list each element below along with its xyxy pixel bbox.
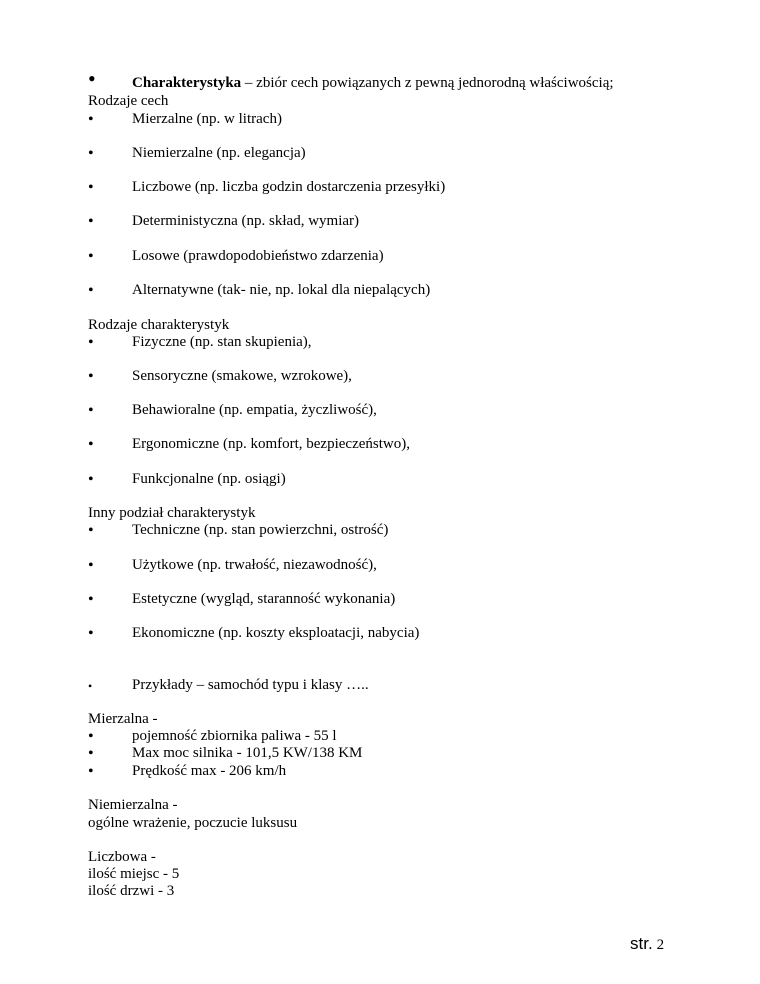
list-item-text: Fizyczne (np. stan skupienia), bbox=[132, 334, 312, 350]
liczbowa-line: ilość drzwi - 3 bbox=[88, 883, 175, 899]
list-item-text: Ekonomiczne (np. koszty eksploatacji, nabycia) bbox=[132, 625, 420, 641]
bullet-glyph: • bbox=[88, 679, 93, 693]
section-heading-podzial: Inny podział charakterystyk bbox=[88, 505, 256, 521]
mierzalna-heading: Mierzalna - bbox=[88, 711, 158, 727]
bullet-glyph: • bbox=[88, 248, 94, 265]
bullet-glyph: • bbox=[88, 471, 94, 488]
bullet-glyph: • bbox=[88, 625, 94, 642]
bullet-glyph: • bbox=[88, 763, 94, 780]
list-item-text: Prędkość max - 206 km/h bbox=[132, 763, 287, 779]
list-item-text: Techniczne (np. stan powierzchni, ostrość) bbox=[132, 522, 389, 538]
page-number: 2 bbox=[656, 937, 665, 953]
niemierzalna-heading: Niemierzalna - bbox=[88, 797, 178, 813]
list-item-text: pojemność zbiornika paliwa - 55 l bbox=[132, 728, 337, 744]
liczbowa-heading: Liczbowa - bbox=[88, 849, 156, 865]
bullet-glyph: • bbox=[88, 213, 94, 230]
page-footer bbox=[630, 934, 664, 954]
bullet-glyph: • bbox=[88, 179, 94, 196]
list-item-text: Alternatywne (tak- nie, np. lokal dla niepalących) bbox=[132, 282, 431, 298]
bullet-glyph: • bbox=[88, 66, 96, 91]
list-item-text: Ergonomiczne (np. komfort, bezpieczeństwo), bbox=[132, 436, 410, 452]
bullet-glyph: • bbox=[88, 282, 94, 299]
example-text: Przykłady – samochód typu i klasy ….. bbox=[132, 677, 369, 693]
list-item-text: Estetyczne (wygląd, staranność wykonania) bbox=[132, 591, 396, 607]
definition-term: Charakterystyka bbox=[132, 75, 242, 91]
list-item-text: Funkcjonalne (np. osiągi) bbox=[132, 471, 286, 487]
bullet-glyph: • bbox=[88, 334, 94, 351]
list-item-text: Max moc silnika - 101,5 KW/138 KM bbox=[132, 745, 363, 761]
list-item-text: Użytkowe (np. trwałość, niezawodność), bbox=[132, 557, 377, 573]
list-item-text: Sensoryczne (smakowe, wzrokowe), bbox=[132, 368, 352, 384]
list-item-text: Mierzalne (np. w litrach) bbox=[132, 111, 282, 127]
bullet-glyph: • bbox=[88, 402, 94, 419]
section-heading-cechy: Rodzaje cech bbox=[88, 93, 169, 109]
page-label: str. bbox=[630, 934, 653, 953]
section-heading-charakterystyki: Rodzaje charakterystyk bbox=[88, 317, 230, 333]
list-item-text: Niemierzalne (np. elegancja) bbox=[132, 145, 306, 161]
list-item-text: Losowe (prawdopodobieństwo zdarzenia) bbox=[132, 248, 384, 264]
bullet-glyph: • bbox=[88, 368, 94, 385]
bullet-glyph: • bbox=[88, 591, 94, 608]
definition-text: – zbiór cech powiązanych z pewną jednorodną właściwością; bbox=[241, 75, 614, 91]
bullet-glyph: • bbox=[88, 145, 94, 162]
list-item-text: Behawioralne (np. empatia, życzliwość), bbox=[132, 402, 377, 418]
bullet-glyph: • bbox=[88, 522, 94, 539]
list-item-text: Deterministyczna (np. skład, wymiar) bbox=[132, 213, 360, 229]
liczbowa-line: ilość miejsc - 5 bbox=[88, 866, 180, 882]
bullet-glyph: • bbox=[88, 557, 94, 574]
bullet-glyph: • bbox=[88, 728, 94, 745]
bullet-glyph: • bbox=[88, 436, 94, 453]
niemierzalna-text: ogólne wrażenie, poczucie luksusu bbox=[88, 815, 298, 831]
bullet-glyph: • bbox=[88, 745, 94, 762]
list-item-text: Liczbowe (np. liczba godzin dostarczenia przesyłki) bbox=[132, 179, 446, 195]
bullet-glyph: • bbox=[88, 111, 94, 128]
